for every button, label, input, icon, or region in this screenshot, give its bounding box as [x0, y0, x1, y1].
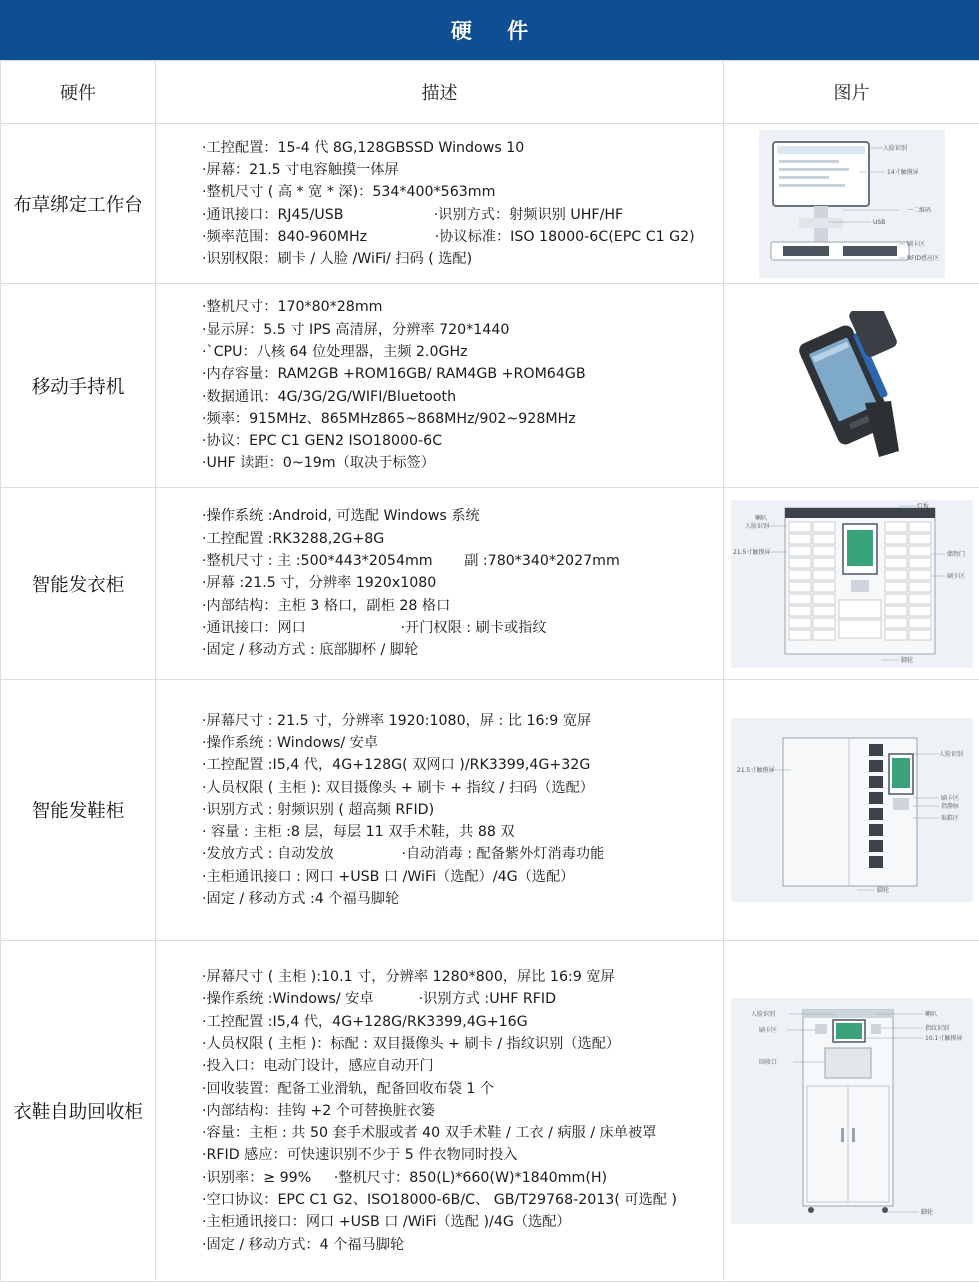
spec-line: ·人员权限 ( 主柜 ): 双目摄像头 + 刷卡 + 指纹 / 扫码（选配）: [202, 779, 594, 796]
image-callout-label: 喇叭: [924, 1011, 937, 1018]
spec-line: ·识别率：≥ 99% ·整机尺寸：850(L)*660(W)*1840mm(H): [202, 1169, 608, 1186]
column-header-image: 图片: [724, 61, 979, 124]
image-callout-label: 21.5寸触摸屏: [736, 767, 774, 774]
spec-line: ·固定 / 移动方式：4 个福马脚轮: [202, 1236, 405, 1253]
spec-line: ·整机尺寸：170*80*28mm: [202, 299, 383, 316]
hardware-description: [156, 680, 724, 941]
table-row: [1, 488, 979, 680]
spec-line: ·操作系统 : Windows/ 安卓: [202, 734, 379, 751]
hardware-description: [156, 488, 724, 680]
spec-line: ·数据通讯：4G/3G/2G/WIFI/Bluetooth: [202, 388, 457, 405]
spec-line: ·屏幕 :21.5 寸，分辨率 1920x1080: [202, 575, 437, 592]
hardware-image-cell: [724, 284, 979, 488]
spec-line: ·空口协议：EPC C1 G2、ISO18000-6B/C、 GB/T29768-2013( 可选配 ): [202, 1192, 677, 1209]
spec-line: ·工控配置 :I5,4 代，4G+128G( 双网口 )/RK3399,4G+32G: [202, 757, 591, 774]
table-row: [1, 284, 979, 488]
spec-line: ·发放方式 : 自动发放 ·自动消毒 : 配备紫外灯消毒功能: [202, 846, 605, 863]
image-callout-label: RFID感应区: [906, 254, 939, 262]
hardware-image-cell: [724, 680, 979, 941]
image-callout-label: 刷卡区: [946, 572, 965, 580]
spec-line: ·频率：915MHz、865MHz865~868MHz/902~928MHz: [202, 410, 576, 427]
image-callout-label: 14寸触摸屏: [886, 168, 919, 176]
spec-line: ·屏幕尺寸 ( 主柜 ):10.1 寸，分辨率 1280*800，屏比 16:9 宽屏: [202, 969, 615, 986]
spec-line: ·工控配置 :I5,4 代，4G+128G/RK3399,4G+16G: [202, 1013, 528, 1030]
image-callout-label: 人脸识别: [882, 144, 907, 152]
spec-line: ·固定 / 移动方式 :4 个福马脚轮: [202, 891, 400, 908]
image-callout-label: 刷卡区: [758, 1027, 777, 1034]
spec-line: ·识别权限：刷卡 / 人脸 /WiFi/ 扫码 ( 选配): [202, 251, 473, 268]
handheld-image: [787, 311, 917, 461]
spec-line: ·UHF 读距：0~19m（取决于标签）: [202, 455, 435, 472]
spec-line: ·操作系统 :Windows/ 安卓 ·识别方式 :UHF RFID: [202, 991, 557, 1008]
hardware-image-cell: [724, 124, 979, 284]
image-callout-label: 储物门: [946, 550, 965, 558]
spec-line: ·投入口：电动门设计，感应自动开门: [202, 1058, 434, 1075]
table-row: [1, 941, 979, 1282]
spec-line: ·主柜通讯接口：网口 +USB 口 /WiFi（选配 )/4G（选配）: [202, 1214, 571, 1231]
spec-line: ·固定 / 移动方式 : 底部脚杯 / 脚轮: [202, 642, 419, 659]
header-title: 硬 件: [450, 19, 543, 43]
spec-line: ·通讯接口：网口 ·开门权限 : 刷卡或指纹: [202, 619, 547, 636]
spec-line: ·内部结构：挂钩 +2 个可替换脏衣篓: [202, 1102, 436, 1119]
spec-line: ·通讯接口：RJ45/USB ·识别方式：射频识别 UHF/HF: [202, 206, 624, 223]
spec-line: ·主柜通讯接口 : 网口 +USB 口 /WiFi（选配）/4G（选配）: [202, 868, 575, 885]
spec-line: ·工控配置 :RK3288,2G+8G: [202, 530, 385, 547]
spec-line: ·整机尺寸 : 主 :500*443*2054mm 副 :780*340*2027mm: [202, 553, 620, 570]
hardware-description: [156, 124, 724, 284]
spec-line: ·人员权限 ( 主柜 )：标配 : 双目摄像头 + 刷卡 / 指纹识别（选配）: [202, 1035, 621, 1052]
shoe-cabinet-image: [731, 718, 973, 902]
image-callout-label: 人脸识别: [750, 1011, 775, 1018]
spec-line: ·工控配置：15-4 代 8G,128GBSSD Windows 10: [202, 139, 525, 156]
image-callout-label: 回收口: [758, 1059, 777, 1066]
image-callout-label: 21.5寸触摸屏: [732, 548, 770, 556]
spec-line: ·RFID 感应：可快速识别不少于 5 件衣物同时投入: [202, 1147, 518, 1164]
image-callout-label: 脚轮: [900, 656, 913, 664]
workstation-image: [759, 130, 945, 278]
hardware-name: 衣鞋自助回收柜: [1, 941, 156, 1282]
hardware-name: 智能发衣柜: [1, 488, 156, 680]
spec-line: ·频率范围：840-960MHz ·协议标准：ISO 18000-6C(EPC C1 G2): [202, 228, 695, 245]
image-callout-label: 灯板: [916, 502, 929, 510]
image-callout-label: 脚轮: [920, 1209, 933, 1216]
image-callout-label: 10.1寸触摸屏: [924, 1035, 962, 1042]
hardware-name: 移动手持机: [1, 284, 156, 488]
image-callout-label: 一二维码: [906, 206, 931, 214]
recycle-cabinet-image: [731, 998, 973, 1224]
table-header-row: [1, 61, 979, 124]
image-callout-label: 人脸识别: [938, 751, 963, 758]
spec-line: ·内存容量：RAM2GB +ROM16GB/ RAM4GB +ROM64GB: [202, 366, 586, 383]
spec-line: ·屏幕：21.5 寸电容触摸一体屏: [202, 161, 399, 178]
spec-line: ·`CPU：八核 64 位处理器，主频 2.0GHz: [202, 343, 468, 360]
image-callout-label: 指纹识别: [924, 1025, 949, 1032]
spec-line: ·协议：EPC C1 GEN2 ISO18000-6C: [202, 433, 443, 450]
column-header-description: 描述: [156, 61, 724, 124]
spec-line: ·容量：主柜 : 共 50 套手术服或者 40 双手术鞋 / 工衣 / 病服 / 床单被罩: [202, 1125, 657, 1142]
table-row: [1, 124, 979, 284]
column-header-hardware: 硬件: [1, 61, 156, 124]
spec-line: ·显示屏：5.5 寸 IPS 高清屏，分辨率 720*1440: [202, 321, 510, 338]
spec-line: ·内部结构：主柜 3 格口，副柜 28 格口: [202, 597, 451, 614]
hardware-table: [0, 60, 979, 1282]
image-callout-label: 人脸识别: [744, 522, 769, 530]
clothes-cabinet-image: [731, 500, 973, 668]
spec-line: ·整机尺寸 ( 高 * 宽 * 深)：534*400*563mm: [202, 184, 496, 201]
hardware-image-cell: [724, 941, 979, 1282]
spec-line: ·回收装置：配备工业滑轨，配备回收布袋 1 个: [202, 1080, 495, 1097]
hardware-description: [156, 941, 724, 1282]
table-row: [1, 680, 979, 941]
hardware-name: 智能发鞋柜: [1, 680, 156, 941]
spec-line: ·屏幕尺寸 : 21.5 寸，分辨率 1920:1080，屏 : 比 16:9 宽屏: [202, 712, 592, 729]
hardware-image-cell: [724, 488, 979, 680]
image-callout-label: 脚轮: [876, 887, 889, 894]
page-header: [0, 0, 979, 60]
hardware-name: 布草绑定工作台: [1, 124, 156, 284]
spec-line: ·识别方式 : 射频识别 ( 超高频 RFID): [202, 801, 435, 818]
image-callout-label: 指静脉: [940, 803, 959, 810]
image-callout-label: 刷卡区: [940, 795, 959, 802]
image-callout-label: USB: [872, 218, 885, 226]
hardware-description: [156, 284, 724, 488]
image-callout-label: 取鞋区: [940, 815, 959, 822]
image-callout-label: 喇叭: [754, 514, 767, 522]
spec-line: ·操作系统 :Android, 可选配 Windows 系统: [202, 508, 480, 525]
image-callout-label: 刷卡区: [906, 240, 925, 248]
spec-line: · 容量 : 主柜 :8 层，每层 11 双手术鞋，共 88 双: [202, 824, 515, 841]
